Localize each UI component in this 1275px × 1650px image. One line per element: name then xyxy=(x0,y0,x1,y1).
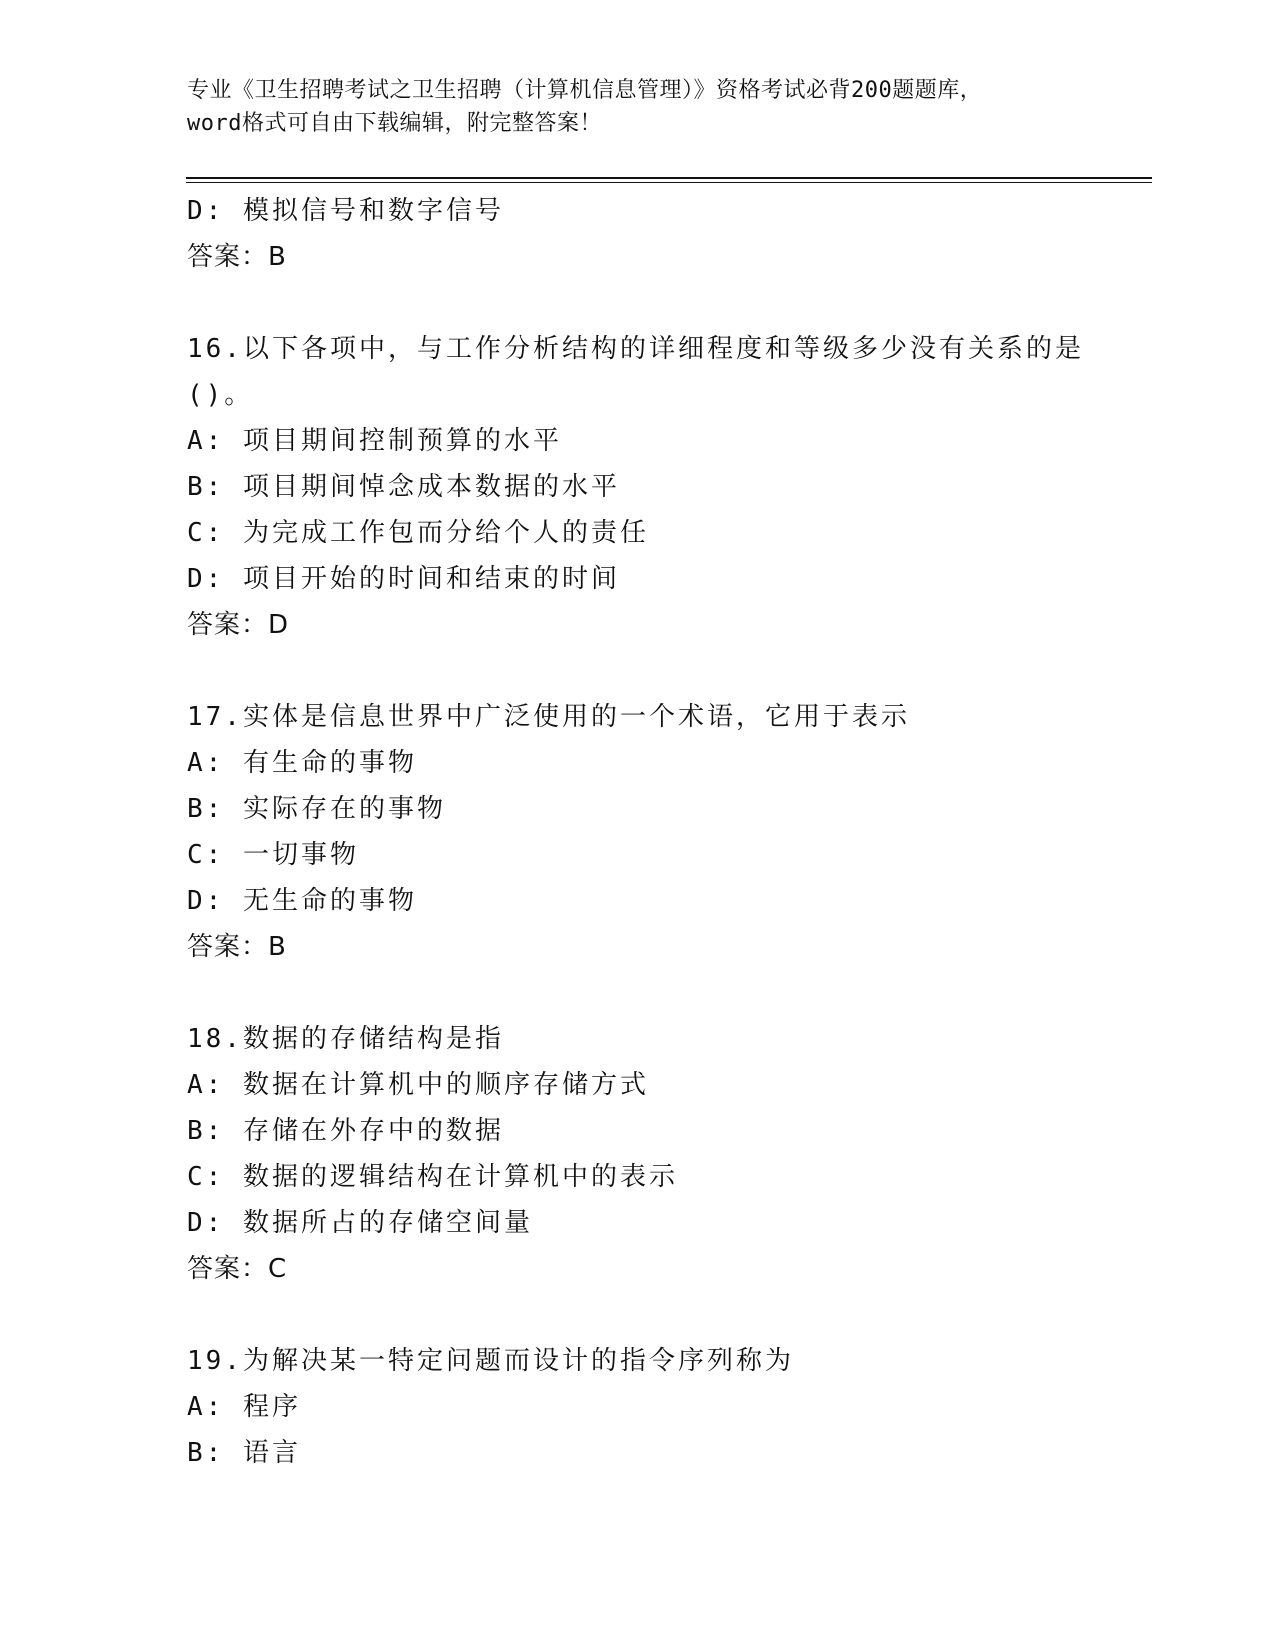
question-17-answer: 答案：B xyxy=(187,932,287,962)
question-18-option-b: B: 存储在外存中的数据 xyxy=(187,1116,504,1146)
question-16-option-d: D: 项目开始的时间和结束的时间 xyxy=(187,564,620,594)
question-17-option-c: C: 一切事物 xyxy=(187,840,359,870)
question-18-answer: 答案：C xyxy=(187,1254,288,1284)
prev-question-option-d: D: 模拟信号和数字信号 xyxy=(187,196,504,226)
question-18-option-a: A: 数据在计算机中的顺序存储方式 xyxy=(187,1070,649,1100)
question-16-stem: 16.以下各项中，与工作分析结构的详细程度和等级多少没有关系的是 xyxy=(187,334,1084,364)
question-list xyxy=(187,188,1147,1476)
question-19-option-b: B: 语言 xyxy=(187,1438,301,1468)
question-16-option-b: B: 项目期间悼念成本数据的水平 xyxy=(187,472,620,502)
question-17-option-d: D: 无生命的事物 xyxy=(187,886,417,916)
header-divider-thin xyxy=(186,182,1152,183)
question-17-stem: 17.实体是信息世界中广泛使用的一个术语，它用于表示 xyxy=(187,702,910,732)
question-17-option-a: A: 有生命的事物 xyxy=(187,748,417,778)
prev-question-answer: 答案：B xyxy=(187,242,287,272)
header-title-line-1: 专业《卫生招聘考试之卫生招聘（计算机信息管理）》资格考试必背200题题库， xyxy=(187,78,983,103)
question-19-option-a: A: 程序 xyxy=(187,1392,301,1422)
question-18-option-d: D: 数据所占的存储空间量 xyxy=(187,1208,533,1238)
question-16-option-c: C: 为完成工作包而分给个人的责任 xyxy=(187,518,649,548)
question-16-answer: 答案：D xyxy=(187,610,290,640)
question-18-option-c: C: 数据的逻辑结构在计算机中的表示 xyxy=(187,1162,678,1192)
spacer xyxy=(187,970,1147,1016)
header-divider-thick xyxy=(186,177,1152,179)
question-19-stem: 19.为解决某一特定问题而设计的指令序列称为 xyxy=(187,1346,794,1376)
question-16-stem-continued: ()。 xyxy=(187,380,254,410)
question-18-stem: 18.数据的存储结构是指 xyxy=(187,1024,504,1054)
question-16-option-a: A: 项目期间控制预算的水平 xyxy=(187,426,562,456)
spacer xyxy=(187,648,1147,694)
spacer xyxy=(187,280,1147,326)
spacer xyxy=(187,1292,1147,1338)
document-header xyxy=(187,74,1087,140)
header-title-line-2: word格式可自由下载编辑，附完整答案！ xyxy=(187,111,602,136)
question-17-option-b: B: 实际存在的事物 xyxy=(187,794,446,824)
